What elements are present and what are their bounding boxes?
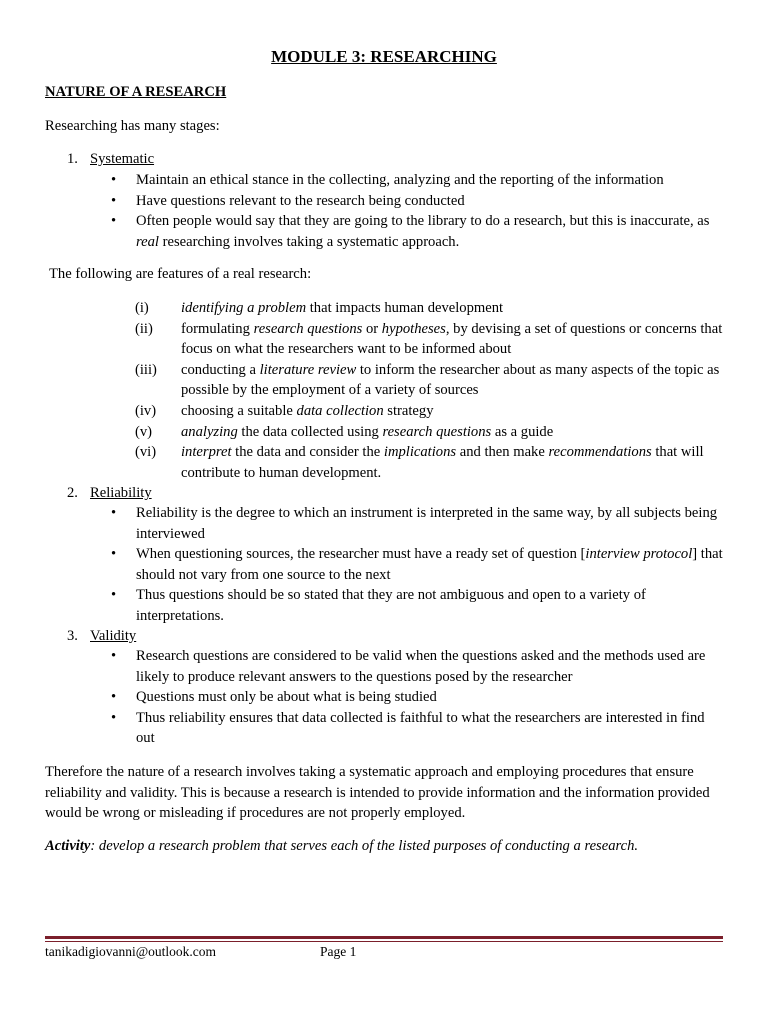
bullet-icon: • [111,172,117,188]
section-heading: NATURE OF A RESEARCH [45,84,227,100]
features-intro: The following are features of a real research: [49,266,312,282]
bullet-text: Have questions relevant to the research being conducted [136,192,465,209]
bullet-text: Often people would say that they are going to the library to do a research, but this is inaccurate, as real researching involves taking a systematic approach. [136,213,710,250]
roman-numeral: (vi) [135,444,157,461]
list-item [111,544,726,585]
section-number: 2. [67,485,78,501]
list-item [111,646,726,687]
bullet-text: When questioning sources, the researcher must have a ready set of question [interview protocol] that should not vary from one source to the next [136,546,723,583]
list-item [111,503,726,544]
section-number: 1. [67,151,78,167]
feature-text: conducting a literature review to inform the researcher about as many aspects of the topic as possible by the employment of a variety of sources [181,361,720,399]
list-item [111,708,726,749]
bullet-icon: • [111,689,117,706]
footer-email: tanikadigiovanni@outlook.com [45,944,217,959]
activity-label: Activity [45,838,91,854]
roman-numeral: (v) [135,423,153,440]
feature-text: choosing a suitable data collection strategy [181,402,434,419]
bullet-icon: • [111,648,117,664]
list-item [135,422,727,443]
footer-page-number: Page 1 [320,944,357,959]
list-item [135,298,727,319]
bullet-text: Thus reliability ensures that data collected is faithful to what the researchers are interested in find out [136,709,705,747]
page-title: MODULE 3: RESEARCHING [271,47,497,66]
systematic-bullets [111,170,726,252]
section-label-reliability: Reliability [90,485,152,501]
bullet-icon: • [111,192,117,209]
roman-numeral: (ii) [135,320,153,337]
section-label-validity: Validity [90,628,137,644]
roman-numeral: (iii) [135,361,157,378]
list-item [135,401,727,422]
bullet-text: Maintain an ethical stance in the collecting, analyzing and the reporting of the information [136,172,664,188]
bullet-icon: • [111,213,117,230]
feature-text: analyzing the data collected using research questions as a guide [181,423,554,440]
activity-text: : develop a research problem that serves each of the listed purposes of conducting a research. [90,838,639,854]
bullet-icon: • [111,587,117,604]
list-item [111,191,726,212]
feature-text: formulating research questions or hypotheses, by devising a set of questions or concerns that focus on what the researchers want to be informed about [181,320,723,358]
roman-numeral: (i) [135,300,149,316]
section-number: 3. [67,628,78,644]
bullet-text: Questions must only be about what is being studied [136,689,437,706]
list-item [111,170,726,191]
list-item [135,360,727,401]
validity-bullets [111,646,726,749]
bullet-text: Research questions are considered to be valid when the questions asked and the methods used are likely to produce relevant answers to the questions posed by the researcher [136,648,706,685]
list-item [135,319,727,360]
list-item [111,211,726,252]
bullet-icon: • [111,546,117,563]
feature-text: identifying a problem that impacts human development [181,300,504,316]
bullet-text: Reliability is the degree to which an instrument is interpreted in the same way, by all subjects being interviewed [136,505,718,542]
list-item [111,585,726,626]
bullet-icon: • [111,709,117,726]
list-item [135,442,727,483]
feature-text: interpret the data and consider the implications and then make recommendations that will contribute to human development. [181,444,704,481]
bullet-text: Thus questions should be so stated that they are not ambiguous and open to a variety of interpretations. [136,587,646,624]
activity-paragraph [45,836,725,857]
section-label-systematic: Systematic [90,151,155,167]
list-item [111,687,726,708]
bullet-icon: • [111,505,117,521]
intro-paragraph: Researching has many stages: [45,118,220,134]
conclusion-paragraph: Therefore the nature of a research involves taking a systematic approach and employing procedures that ensure reliability and validity. This is because a research is intended to provide information and the information provided would be wrong or misleading if procedures are not properly employed. [45,764,710,822]
features-list [135,298,727,483]
reliability-bullets [111,503,726,627]
roman-numeral: (iv) [135,402,157,419]
footer-rule-thick [45,936,723,939]
